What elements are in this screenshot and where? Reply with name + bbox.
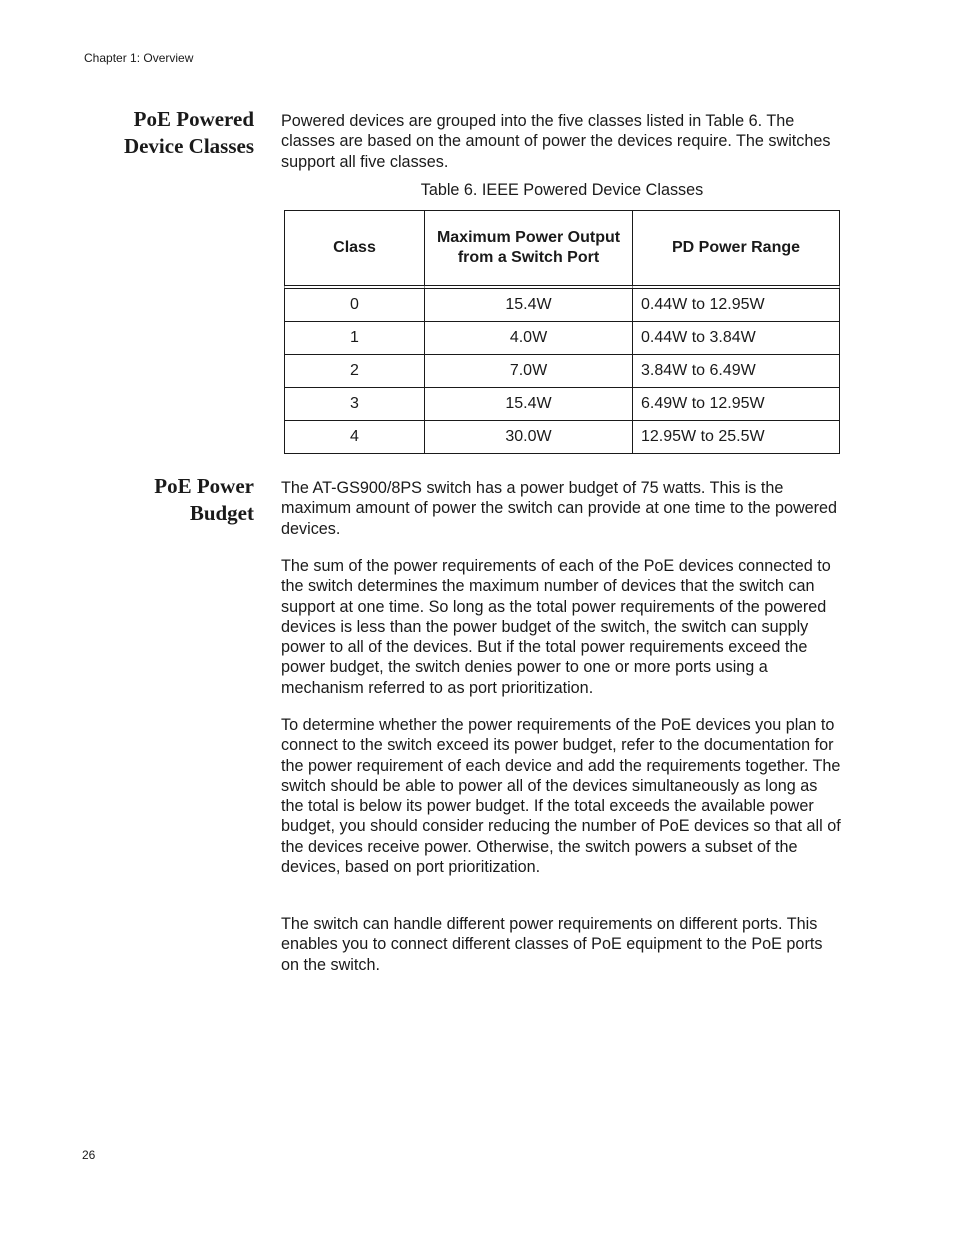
table-cell: 0 [284, 289, 425, 322]
paragraph: Powered devices are grouped into the five classes listed in Table 6. The classes are based on the amount of power the devices require. The switches support all five classes. [281, 112, 831, 171]
paragraph: To determine whether the power requirements of the PoE devices you plan to connect to the switch exceed its power budget, refer to the documentation for the power requirement of each device and add the requirements together. The switch should be able to power all of the devices simultaneously as long as the total is below its power budget. If the total exceeds the available power budget, you should consider reducing the number of PoE devices so that all of the devices receive power. Otherwise, the switch powers a subset of the devices, based on port prioritization. [281, 716, 841, 877]
device-classes-body [281, 111, 841, 172]
table-header-row [284, 210, 840, 289]
table-cell: 4.0W [425, 322, 633, 355]
table-cell: 3 [284, 388, 425, 421]
heading-line: Device Classes [123, 134, 254, 158]
table-cell: 12.95W to 25.5W [633, 421, 840, 454]
heading-line: PoE Powered [133, 107, 254, 131]
paragraph: The AT-GS900/8PS switch has a power budget of 75 watts. This is the maximum amount of power the switch can provide at one time to the powered devices. [281, 479, 838, 538]
device-classes-table [284, 210, 840, 454]
paragraph: The sum of the power requirements of each of the PoE devices connected to the switch determines the maximum number of devices that the switch can support at one time. So long as the total power requirements of the powered devices is less than the power budget of the switch, the switch can supply power to all of the devices. But if the total power requirements exceed the power budget, the switch denies power to one or more ports using a mechanism referred to as port prioritization. [281, 557, 831, 697]
table-cell: 0.44W to 12.95W [633, 289, 840, 322]
column-header: Maximum Power Output from a Switch Port [425, 210, 633, 289]
table-cell: 1 [284, 322, 425, 355]
table-cell: 7.0W [425, 355, 633, 388]
table-row [284, 322, 840, 355]
section-heading-power-budget [60, 473, 254, 527]
page-number: 26 [82, 1148, 96, 1162]
table-cell: 30.0W [425, 421, 633, 454]
table-cell: 6.49W to 12.95W [633, 388, 840, 421]
table-cell: 3.84W to 6.49W [633, 355, 840, 388]
device-classes-table-wrap [284, 210, 840, 454]
table-cell: 4 [284, 421, 425, 454]
table-row [284, 421, 840, 454]
table-row [284, 388, 840, 421]
table-row [284, 289, 840, 322]
heading-line: Budget [189, 501, 254, 525]
column-header: Class [284, 210, 425, 289]
column-header: PD Power Range [633, 210, 840, 289]
running-header: Chapter 1: Overview [84, 51, 194, 65]
table-cell: 15.4W [425, 289, 633, 322]
heading-line: PoE Power [154, 474, 254, 498]
section-heading-device-classes [60, 106, 254, 160]
table-cell: 0.44W to 3.84W [633, 322, 840, 355]
table-cell: 15.4W [425, 388, 633, 421]
table-row [284, 355, 840, 388]
table-cell: 2 [284, 355, 425, 388]
table-caption: Table 6. IEEE Powered Device Classes [420, 181, 704, 199]
paragraph: The switch can handle different power requirements on different ports. This enables you to connect different classes of PoE equipment to the PoE ports on the switch. [281, 915, 823, 974]
